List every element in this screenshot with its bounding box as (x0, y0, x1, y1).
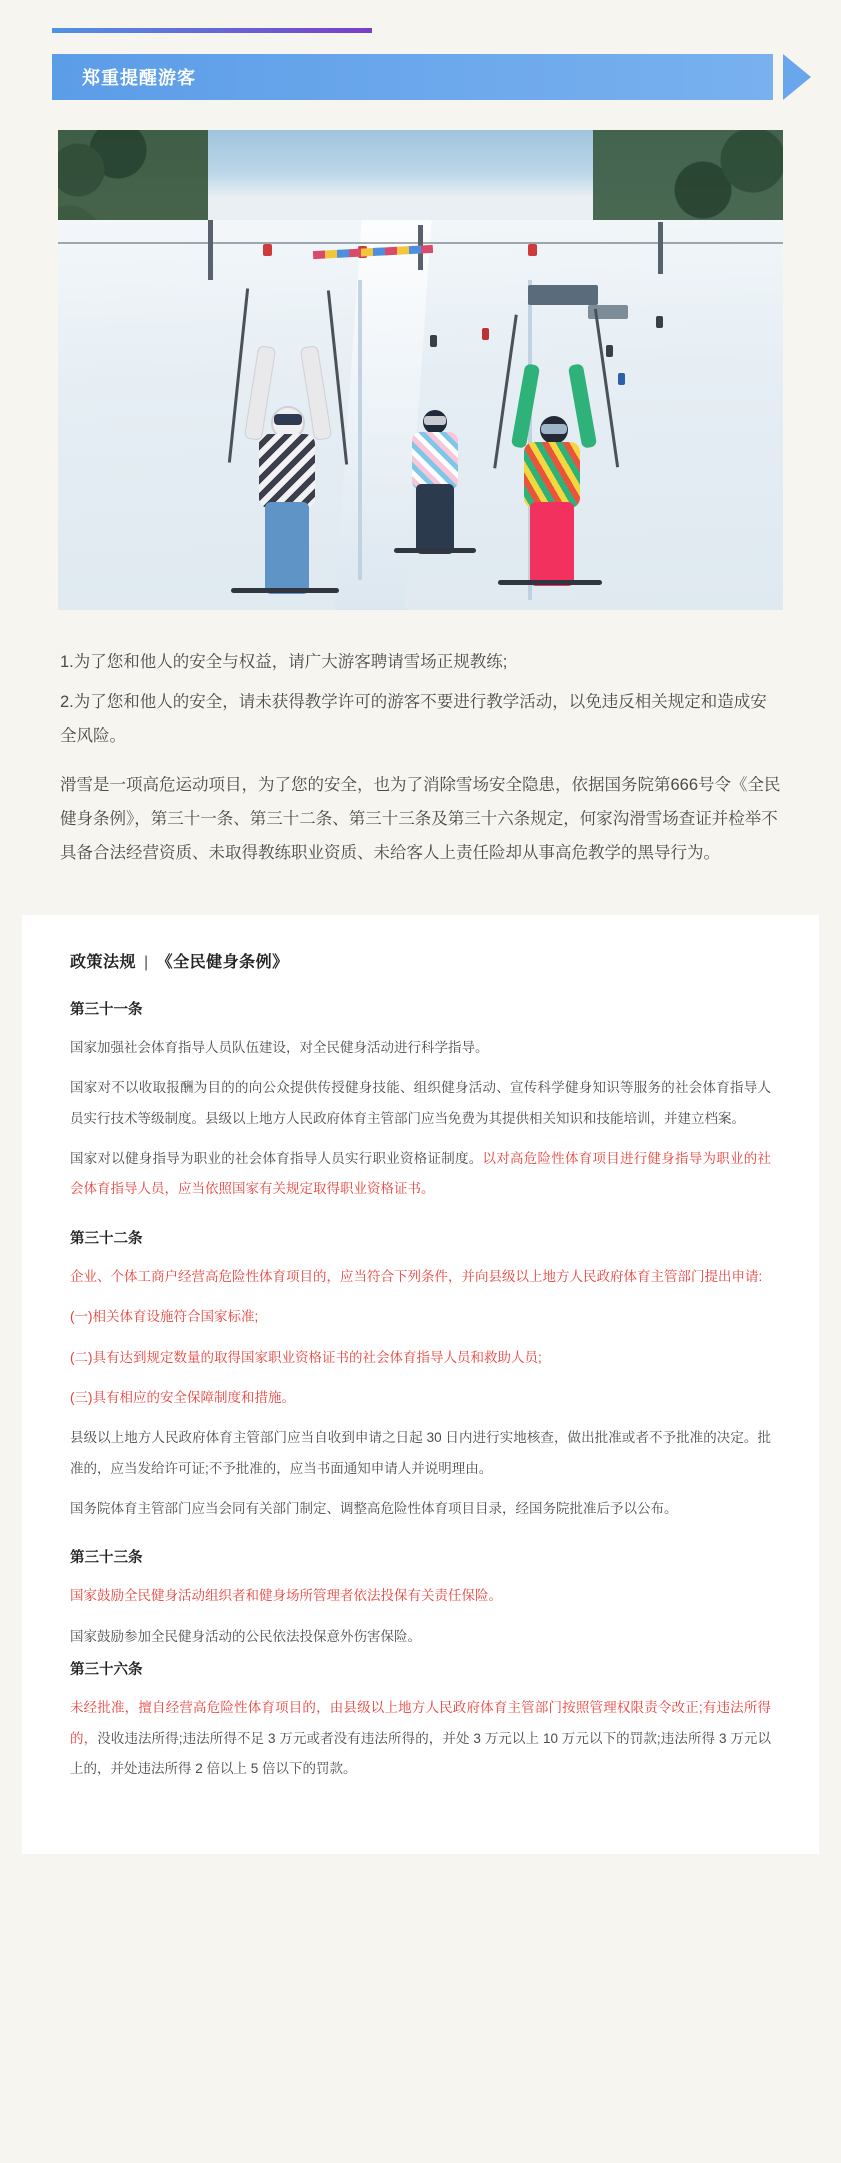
article-36-p1-highlight: 未经批准，擅自经营高危险性体育项目的，由县级以上地方人民政府体育主管部门按照管理权限责令改正;有违法所得的， (70, 1700, 771, 1746)
skier-jacket (259, 434, 315, 508)
article-heading-36: 第三十六条 (70, 1662, 143, 1679)
header-accent-bar (52, 28, 372, 33)
article-heading-32: 第三十二条 (70, 1230, 143, 1247)
article-heading-31: 第三十一条 (70, 1001, 143, 1018)
skier-pants (416, 484, 454, 554)
distant-skier (482, 328, 489, 340)
article-31-p3-highlight: 以对高危险性体育项目进行健身指导为职业的社会体育指导人员，应当依照国家有关规定取得职业资格证书。 (70, 1151, 771, 1197)
article-33-p1: 国家鼓励全民健身活动组织者和健身场所管理者依法投保有关责任保险。 (70, 1588, 502, 1604)
skier-goggles (424, 416, 446, 425)
page-title: 郑重提醒游客 (82, 68, 196, 88)
skier-goggles (274, 414, 302, 425)
article-31-p3 (70, 1144, 771, 1205)
article-31-p1: 国家加强社会体育指导人员队伍建设，对全民健身活动进行科学指导。 (70, 1039, 489, 1055)
skier-pants (530, 502, 574, 586)
skier-goggles (541, 424, 567, 434)
header-banner (52, 54, 773, 100)
notice-item-1: 1.为了您和他人的安全与权益，请广大游客聘请雪场正规教练; (60, 653, 508, 671)
distant-skier (656, 316, 663, 328)
ski-slope-photo (58, 130, 783, 610)
article-32-p6: 国务院体育主管部门应当会同有关部门制定、调整高危险性体育项目目录，经国务院批准后予以公布。 (70, 1501, 678, 1516)
policy-title-separator: | (144, 953, 149, 971)
skier-adult-right (498, 308, 610, 558)
notice-paragraph: 滑雪是一项高危运动项目，为了您的安全，也为了消除雪场安全隐患，依据国务院第666号令《全民健身条例》，第三十一条、第三十二条、第三十三条及第三十六条规定，何家沟滑雪场查证并检举不具备合法经营资质、未取得教练职业资质、未给客人上责任险却从事高危教学的黑导行为。 (60, 776, 781, 863)
piste-edge (358, 280, 362, 580)
section-header (30, 28, 811, 100)
article-33-p2: 国家鼓励参加全民健身活动的公民依法投保意外伤害保险。 (70, 1628, 421, 1644)
notice-section (60, 646, 781, 871)
policy-card-title (70, 949, 771, 972)
lift-car (263, 244, 272, 256)
page-root (0, 28, 841, 2163)
policy-title-doc: 《全民健身条例》 (156, 953, 289, 971)
article-32-p1: 企业、个体工商户经营高危险性体育项目的，应当符合下列条件，并向县级以上地方人民政府体育主管部门提出申请: (70, 1268, 763, 1284)
lift-tower (208, 220, 213, 280)
skier-adult-left (233, 288, 343, 558)
notice-item-2: 2.为了您和他人的安全，请未获得教学许可的游客不要进行教学活动，以免违反相关规定和造成安全风险。 (60, 692, 767, 745)
skier-pants (265, 502, 309, 594)
ski (231, 588, 339, 593)
skier-arm (511, 363, 540, 448)
triangle-right-icon (783, 54, 811, 100)
skier-child-middle (396, 358, 474, 558)
article-36-p1-plain: 没收违法所得;违法所得不足 3 万元或者没有违法所得的，并处 3 万元以上 10 万元以下的罚款;违法所得 3 万元以上的，并处违法所得 2 倍以上 5 倍以下的罚款。 (70, 1730, 772, 1776)
photo-illustration (58, 130, 783, 610)
article-31-p2: 国家对不以收取报酬为目的的向公众提供传授健身技能、组织健身活动、宣传科学健身知识等服务的社会体育指导人员实行技术等级制度。县级以上地方人民政府体育主管部门应当免费为其提供相关知识和技能培训，并建立档案。 (70, 1080, 771, 1126)
policy-title-label: 政策法规 (70, 953, 137, 971)
distant-skier (430, 335, 437, 347)
article-32-item-1: (一)相关体育设施符合国家标准; (70, 1309, 259, 1325)
lift-car (528, 244, 537, 256)
article-32-item-2: (二)具有达到规定数量的取得国家职业资格证书的社会体育指导人员和救助人员; (70, 1349, 542, 1365)
distant-skier (618, 373, 625, 385)
ski (498, 580, 602, 585)
article-32-p5: 县级以上地方人民政府体育主管部门应当自收到申请之日起 30 日内进行实地核查，做出批准或者不予批准的决定。批准的，应当发给许可证;不予批准的，应当书面通知申请人并说明理由。 (70, 1430, 771, 1476)
article-32-item-3: (三)具有相应的安全保障制度和措施。 (70, 1389, 295, 1405)
policy-card (22, 915, 819, 1854)
skier-jacket (412, 432, 458, 490)
article-heading-33: 第三十三条 (70, 1550, 143, 1567)
slope-building (528, 285, 598, 305)
lift-tower (658, 222, 663, 274)
skier-arm (568, 363, 597, 448)
skier-jacket (524, 442, 580, 508)
article-36-p1 (70, 1693, 771, 1784)
article-31-p3-plain: 国家对以健身指导为职业的社会体育指导人员实行职业资格证制度。 (70, 1151, 483, 1166)
ski (394, 548, 476, 553)
